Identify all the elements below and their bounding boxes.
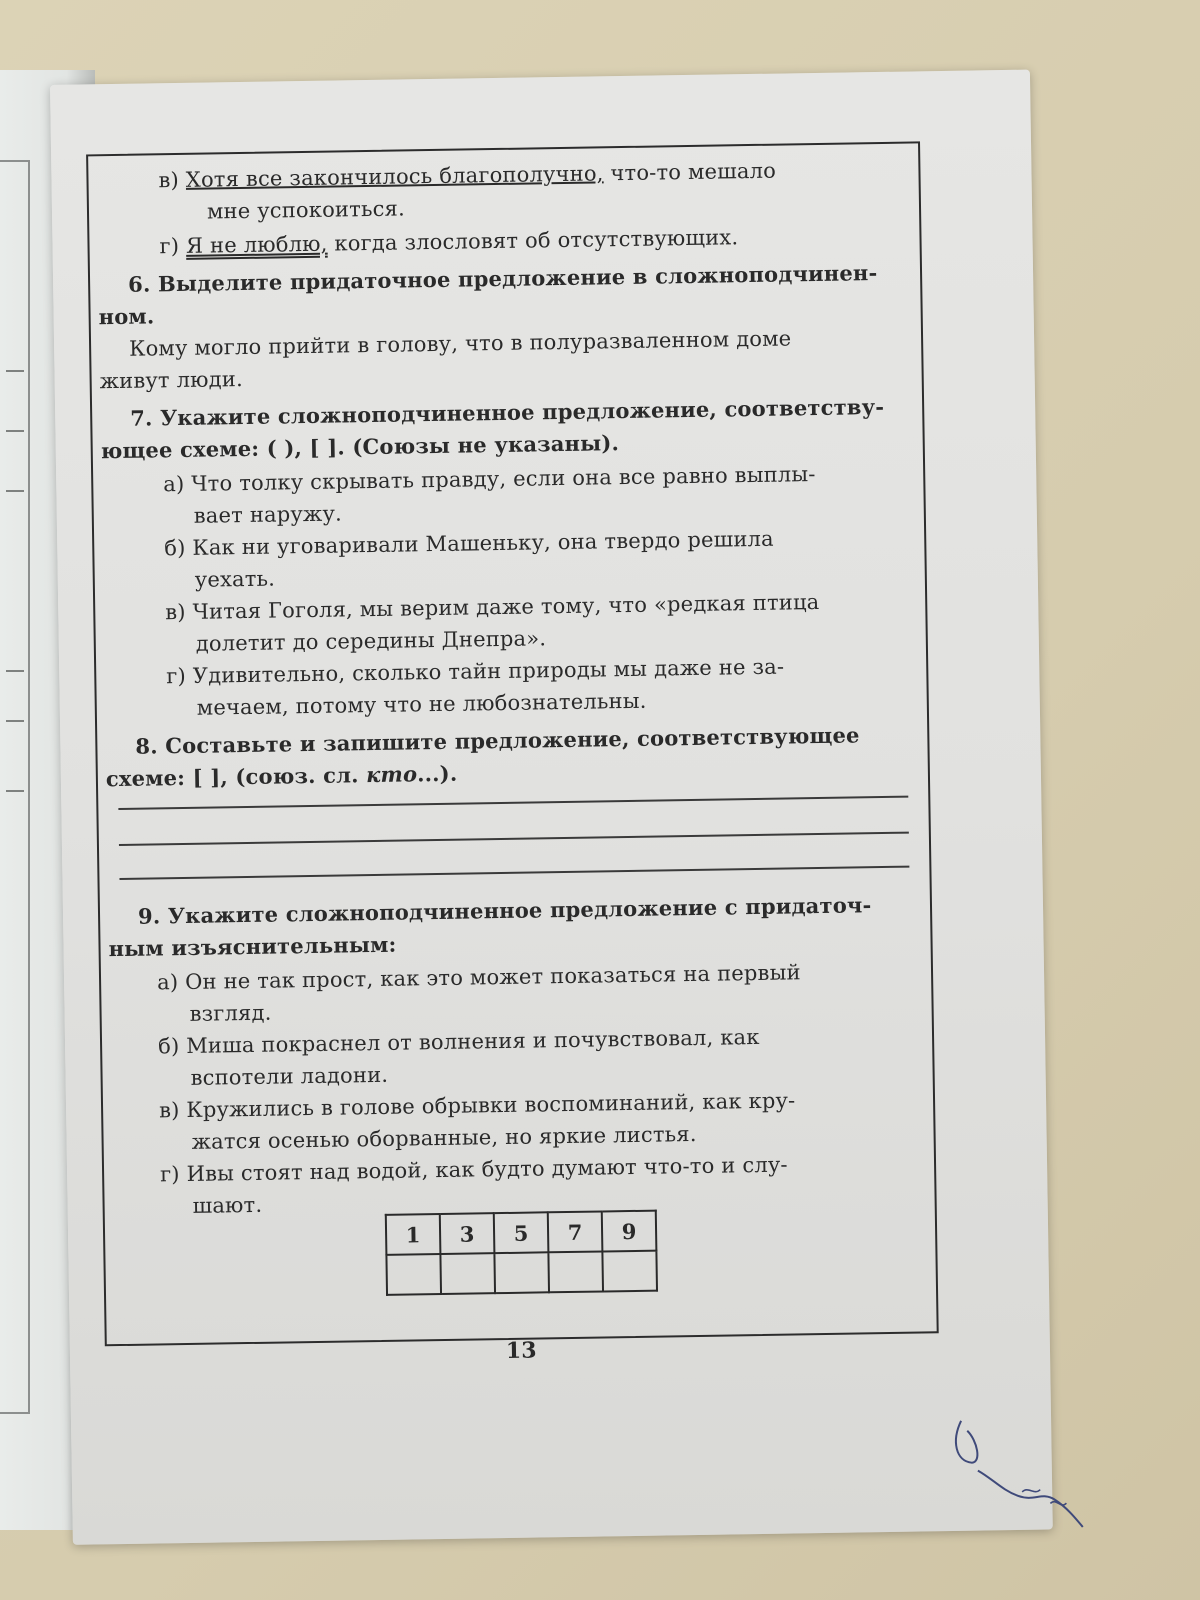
option-marker: в) [158,167,180,193]
q9-title: 9. Укажите сложноподчиненное предложение с придаточ- [137,892,872,929]
answer-cell[interactable] [548,1251,603,1292]
answer-cell[interactable] [602,1251,657,1292]
option-marker: г) [159,233,180,259]
q9-option-a: а) Он не так прост, как это может показаться на первый [156,960,801,995]
q8-scheme-word: кто [365,761,418,788]
q7-title-cont: ющее схеме: ( ), [ ]. (Союзы не указаны). [100,430,620,464]
q8-title: 8. Составьте и запишите предложение, соответствующее [135,722,860,759]
q7-option-v: в) Читая Гоголя, мы верим даже тому, что «редкая птица [165,589,820,625]
q9-option-a-cont: взгляд. [189,1000,272,1026]
answer-writing-line[interactable] [118,796,908,810]
q6-title-cont: ном. [98,303,155,330]
option-text: что-то мешало [610,158,777,186]
question-number-cell: 3 [440,1213,495,1254]
q9-option-g: г) Ивы стоят над водой, как будто думают что-то и слу- [159,1152,788,1187]
answer-cell[interactable] [440,1253,495,1294]
q6-sentence-cont: живут люди. [99,367,244,394]
q5-option-g [159,219,919,261]
q7-option-a: а) Что толку скрывать правду, если она все равно выплы- [163,462,816,497]
answer-table [385,1210,658,1296]
q6-sentence: Кому могло прийти в голову, что в полуразваленном доме [128,326,792,361]
q9-title-cont: ным изъяснительным: [108,931,397,962]
question-number-cell: 1 [386,1214,441,1255]
page-number: 13 [505,1337,537,1364]
q9-option-b: б) Миша покраснел от волнения и почувствовал, как [157,1024,760,1059]
q7-option-v-cont: долетит до середины Днепра». [195,626,547,656]
answer-table-answer-row [386,1251,657,1295]
q7-option-g: г) Удивительно, сколько тайн природы мы даже не за- [166,654,785,689]
pen-scribble [941,1399,1113,1542]
underlined-clause: Хотя все закончилось благополучно, [185,161,604,192]
q5-option-v-cont: мне успокоиться. [206,196,406,224]
answer-table-header-row [386,1211,657,1255]
question-number-cell: 7 [548,1211,603,1252]
q9-option-v: в) Кружились в голове обрывки воспоминаний, как кру- [158,1088,796,1123]
answer-cell[interactable] [386,1254,441,1295]
left-page-mark [6,490,24,492]
q7-option-g-cont: мечаем, потому что не любознательны. [196,688,647,720]
left-page-mark [6,370,24,372]
q7-title: 7. Укажите сложноподчиненное предложение, соответству- [130,393,885,431]
left-page-frame [0,160,30,1414]
left-page-mark [6,720,24,722]
answer-writing-line[interactable] [119,832,909,846]
exercise-frame [86,141,939,1346]
q9-option-b-cont: вспотели ладони. [190,1062,389,1090]
q9-option-v-cont: жатся осенью оборванные, но яркие листья. [191,1121,697,1154]
q9-option-g-cont: шают. [192,1192,263,1218]
q7-option-b: б) Как ни уговаривали Машеньку, она твердо решила [164,526,774,561]
answer-cell[interactable] [494,1252,549,1293]
q7-option-a-cont: вает наружу. [193,501,343,528]
q8-scheme-text: схеме: [ ], (союз. сл. [105,762,367,792]
option-text: когда злословят об отсутствующих. [334,225,739,256]
answer-writing-line[interactable] [119,866,909,880]
left-page-mark [6,670,24,672]
question-number-cell: 5 [494,1212,549,1253]
underlined-clause: Я не люблю, [185,231,328,258]
q8-scheme-end: ...). [416,760,458,787]
left-page-mark [6,430,24,432]
q6-title: 6. Выделите придаточное предложение в сложноподчинен- [127,260,878,297]
q7-option-b-cont: уехать. [194,566,276,592]
left-page-mark [6,790,24,792]
workbook-page [50,70,1053,1545]
question-number-cell: 9 [602,1211,657,1252]
